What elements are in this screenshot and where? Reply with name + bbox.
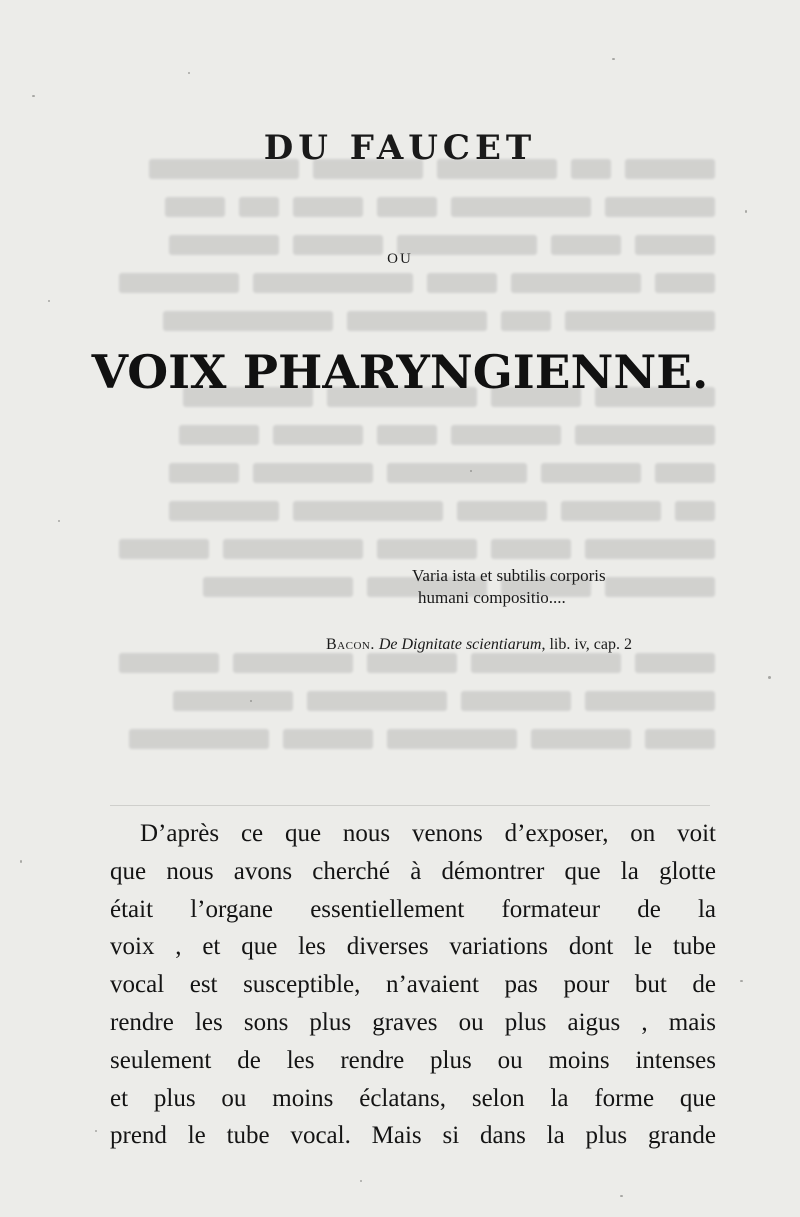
body-line: voix , et que les diverses variations dont le tube xyxy=(110,933,716,961)
epigraph-line-2: humani compositio.... xyxy=(418,588,566,607)
epigraph-line-1: Varia ista et subtilis corporis xyxy=(412,566,606,585)
body-line: et plus ou moins éclatans, selon la forme que xyxy=(110,1084,716,1112)
body-paragraph xyxy=(110,815,716,1155)
citation-work: De Dignitate scientiarum xyxy=(378,636,542,653)
body-line: était l’organe essentiellement formateur de la xyxy=(110,895,716,923)
citation-author: Bacon. xyxy=(326,636,375,653)
body-line: que nous avons cherché à démontrer que la glotte xyxy=(110,857,716,885)
epigraph xyxy=(412,565,606,609)
citation-reference: , lib. iv, cap. 2 xyxy=(541,636,632,653)
body-line: prend le tube vocal. Mais si dans la plus grande xyxy=(110,1122,716,1150)
chapter-title-top: DU FAUCET xyxy=(263,128,537,168)
show-through-rule xyxy=(110,805,710,806)
body-line: D’après ce que nous venons d’exposer, on voit xyxy=(140,820,716,847)
body-line: rendre les sons plus graves ou plus aigus , mais xyxy=(110,1008,716,1036)
show-through-text xyxy=(95,150,715,780)
epigraph-citation xyxy=(326,636,706,654)
body-line: vocal est susceptible, n’avaient pas pour but de xyxy=(110,971,716,999)
chapter-title-ou: OU xyxy=(387,251,413,267)
chapter-title-main: VOIX PHARYNGIENNE. xyxy=(91,345,709,399)
body-line: seulement de les rendre plus ou moins intenses xyxy=(110,1046,716,1074)
